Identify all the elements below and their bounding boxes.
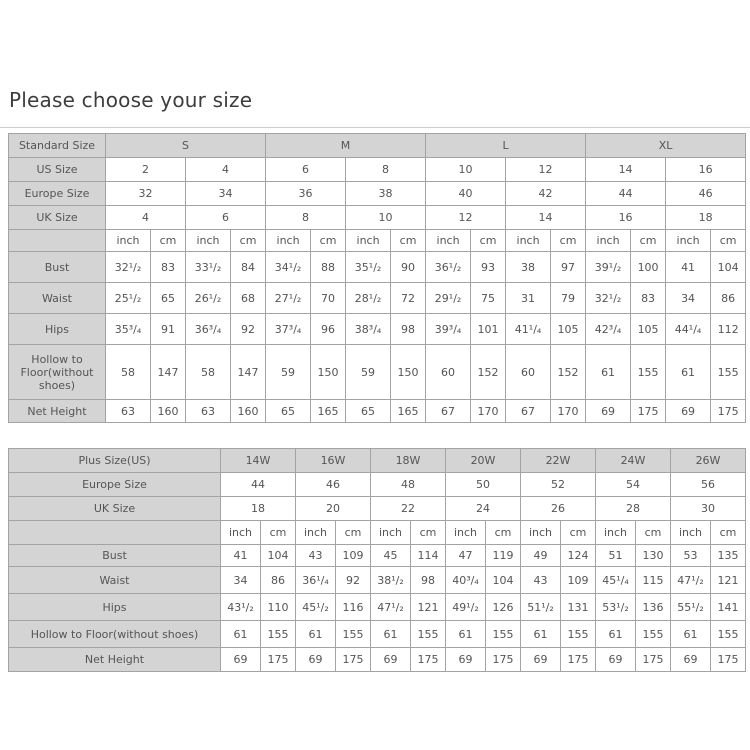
measure-value-cell: 97 <box>551 252 586 283</box>
cm-unit-header: cm <box>551 230 586 252</box>
measure-value-cell: 141 <box>711 594 746 621</box>
row-label: Hips <box>9 594 221 621</box>
measure-value-cell: 34 <box>666 283 711 314</box>
row-label: Waist <box>9 567 221 594</box>
size-row <box>9 473 746 497</box>
measure-value-cell: 26¹/₂ <box>186 283 231 314</box>
size-value-cell: 26 <box>521 497 596 521</box>
measure-value-cell: 112 <box>711 314 746 345</box>
measure-value-cell: 84 <box>231 252 266 283</box>
measure-row <box>9 567 746 594</box>
measure-value-cell: 93 <box>471 252 506 283</box>
cm-unit-header: cm <box>231 230 266 252</box>
measure-value-cell: 35³/₄ <box>106 314 151 345</box>
measure-row <box>9 621 746 648</box>
size-value-cell: 50 <box>446 473 521 497</box>
size-row <box>9 158 746 182</box>
measure-value-cell: 115 <box>636 567 671 594</box>
inch-unit-header: inch <box>666 230 711 252</box>
measure-value-cell: 37³/₄ <box>266 314 311 345</box>
cm-unit-header: cm <box>711 521 746 545</box>
measure-value-cell: 175 <box>711 400 746 423</box>
measure-value-cell: 28¹/₂ <box>346 283 391 314</box>
measure-value-cell: 31 <box>506 283 551 314</box>
measure-value-cell: 160 <box>151 400 186 423</box>
size-value-cell: 14 <box>586 158 666 182</box>
measure-value-cell: 131 <box>561 594 596 621</box>
measure-value-cell: 49¹/₂ <box>446 594 486 621</box>
row-label: Net Height <box>9 400 106 423</box>
measure-value-cell: 51¹/₂ <box>521 594 561 621</box>
measure-value-cell: 61 <box>596 621 636 648</box>
cm-unit-header: cm <box>711 230 746 252</box>
size-value-cell: 8 <box>266 206 346 230</box>
units-row <box>9 230 746 252</box>
measure-value-cell: 61 <box>586 345 631 400</box>
measure-value-cell: 175 <box>261 648 296 672</box>
measure-value-cell: 155 <box>411 621 446 648</box>
corner-header: Plus Size(US) <box>9 449 221 473</box>
inch-unit-header: inch <box>586 230 631 252</box>
row-label: Europe Size <box>9 182 106 206</box>
measure-value-cell: 41 <box>221 545 261 567</box>
measure-value-cell: 63 <box>186 400 231 423</box>
cm-unit-header: cm <box>561 521 596 545</box>
measure-value-cell: 69 <box>371 648 411 672</box>
measure-value-cell: 55¹/₂ <box>671 594 711 621</box>
size-group-header: 24W <box>596 449 671 473</box>
horizontal-divider <box>0 127 750 128</box>
measure-value-cell: 45¹/₂ <box>296 594 336 621</box>
size-value-cell: 18 <box>221 497 296 521</box>
measure-value-cell: 83 <box>631 283 666 314</box>
measure-value-cell: 104 <box>486 567 521 594</box>
size-group-header: 22W <box>521 449 596 473</box>
size-row <box>9 206 746 230</box>
measure-value-cell: 35¹/₂ <box>346 252 391 283</box>
measure-value-cell: 65 <box>266 400 311 423</box>
size-value-cell: 38 <box>346 182 426 206</box>
measure-value-cell: 119 <box>486 545 521 567</box>
size-group-header: 20W <box>446 449 521 473</box>
measure-value-cell: 32¹/₂ <box>106 252 151 283</box>
measure-value-cell: 69 <box>521 648 561 672</box>
size-value-cell: 56 <box>671 473 746 497</box>
row-label: Net Height <box>9 648 221 672</box>
cm-unit-header: cm <box>636 521 671 545</box>
measure-value-cell: 38 <box>506 252 551 283</box>
measure-value-cell: 90 <box>391 252 426 283</box>
plus-size-table <box>8 448 746 672</box>
size-value-cell: 32 <box>106 182 186 206</box>
size-value-cell: 6 <box>186 206 266 230</box>
size-value-cell: 18 <box>666 206 746 230</box>
measure-value-cell: 51 <box>596 545 636 567</box>
measure-value-cell: 96 <box>311 314 346 345</box>
size-value-cell: 28 <box>596 497 671 521</box>
measure-value-cell: 36¹/₂ <box>426 252 471 283</box>
measure-value-cell: 121 <box>411 594 446 621</box>
measure-value-cell: 67 <box>506 400 551 423</box>
size-group-header: M <box>266 134 426 158</box>
size-row <box>9 497 746 521</box>
size-value-cell: 44 <box>586 182 666 206</box>
measure-value-cell: 155 <box>711 345 746 400</box>
measure-value-cell: 175 <box>411 648 446 672</box>
size-value-cell: 46 <box>296 473 371 497</box>
size-value-cell: 10 <box>346 206 426 230</box>
measure-value-cell: 98 <box>411 567 446 594</box>
measure-value-cell: 34¹/₂ <box>266 252 311 283</box>
measure-value-cell: 88 <box>311 252 346 283</box>
row-label: Bust <box>9 252 106 283</box>
measure-value-cell: 150 <box>391 345 426 400</box>
measure-value-cell: 155 <box>561 621 596 648</box>
row-label: Europe Size <box>9 473 221 497</box>
inch-unit-header: inch <box>596 521 636 545</box>
size-value-cell: 40 <box>426 182 506 206</box>
measure-value-cell: 47¹/₂ <box>671 567 711 594</box>
measure-value-cell: 41¹/₄ <box>506 314 551 345</box>
measure-value-cell: 100 <box>631 252 666 283</box>
measure-value-cell: 114 <box>411 545 446 567</box>
measure-value-cell: 39¹/₂ <box>586 252 631 283</box>
measure-value-cell: 59 <box>346 345 391 400</box>
measure-value-cell: 53 <box>671 545 711 567</box>
measure-value-cell: 175 <box>631 400 666 423</box>
inch-unit-header: inch <box>106 230 151 252</box>
measure-value-cell: 175 <box>336 648 371 672</box>
measure-value-cell: 175 <box>636 648 671 672</box>
size-group-header: XL <box>586 134 746 158</box>
measure-value-cell: 61 <box>371 621 411 648</box>
measure-value-cell: 67 <box>426 400 471 423</box>
size-value-cell: 48 <box>371 473 446 497</box>
size-group-header: 26W <box>671 449 746 473</box>
measure-value-cell: 104 <box>261 545 296 567</box>
measure-value-cell: 83 <box>151 252 186 283</box>
measure-value-cell: 170 <box>471 400 506 423</box>
size-value-cell: 54 <box>596 473 671 497</box>
measure-value-cell: 126 <box>486 594 521 621</box>
size-value-cell: 14 <box>506 206 586 230</box>
measure-value-cell: 36³/₄ <box>186 314 231 345</box>
measure-row <box>9 648 746 672</box>
size-group-header: 16W <box>296 449 371 473</box>
measure-value-cell: 121 <box>711 567 746 594</box>
measure-value-cell: 60 <box>426 345 471 400</box>
size-value-cell: 6 <box>266 158 346 182</box>
size-group-header: S <box>106 134 266 158</box>
measure-value-cell: 43¹/₂ <box>221 594 261 621</box>
size-value-cell: 52 <box>521 473 596 497</box>
measure-value-cell: 116 <box>336 594 371 621</box>
measure-value-cell: 175 <box>711 648 746 672</box>
measure-value-cell: 45 <box>371 545 411 567</box>
measure-value-cell: 60 <box>506 345 551 400</box>
measure-value-cell: 70 <box>311 283 346 314</box>
measure-value-cell: 58 <box>186 345 231 400</box>
measure-value-cell: 135 <box>711 545 746 567</box>
measure-value-cell: 69 <box>296 648 336 672</box>
measure-value-cell: 79 <box>551 283 586 314</box>
inch-unit-header: inch <box>426 230 471 252</box>
size-value-cell: 16 <box>666 158 746 182</box>
cm-unit-header: cm <box>311 230 346 252</box>
size-group-header: L <box>426 134 586 158</box>
measure-row <box>9 345 746 400</box>
measure-value-cell: 165 <box>391 400 426 423</box>
measure-value-cell: 124 <box>561 545 596 567</box>
size-value-cell: 46 <box>666 182 746 206</box>
measure-value-cell: 86 <box>261 567 296 594</box>
measure-value-cell: 43 <box>521 567 561 594</box>
measure-value-cell: 150 <box>311 345 346 400</box>
inch-unit-header: inch <box>521 521 561 545</box>
size-value-cell: 4 <box>186 158 266 182</box>
measure-value-cell: 92 <box>231 314 266 345</box>
inch-unit-header: inch <box>186 230 231 252</box>
measure-value-cell: 47¹/₂ <box>371 594 411 621</box>
size-value-cell: 44 <box>221 473 296 497</box>
measure-value-cell: 110 <box>261 594 296 621</box>
measure-value-cell: 59 <box>266 345 311 400</box>
measure-value-cell: 61 <box>446 621 486 648</box>
measure-value-cell: 160 <box>231 400 266 423</box>
measure-value-cell: 38³/₄ <box>346 314 391 345</box>
measure-value-cell: 69 <box>596 648 636 672</box>
measure-value-cell: 69 <box>671 648 711 672</box>
measure-value-cell: 49 <box>521 545 561 567</box>
cm-unit-header: cm <box>391 230 426 252</box>
measure-value-cell: 155 <box>631 345 666 400</box>
measure-value-cell: 101 <box>471 314 506 345</box>
measure-value-cell: 41 <box>666 252 711 283</box>
measure-value-cell: 44¹/₄ <box>666 314 711 345</box>
measure-value-cell: 152 <box>471 345 506 400</box>
measure-value-cell: 175 <box>561 648 596 672</box>
row-label: Hollow to Floor(without shoes) <box>9 345 106 400</box>
size-value-cell: 2 <box>106 158 186 182</box>
measure-value-cell: 109 <box>336 545 371 567</box>
size-value-cell: 4 <box>106 206 186 230</box>
measure-value-cell: 105 <box>551 314 586 345</box>
units-row <box>9 521 746 545</box>
measure-value-cell: 69 <box>666 400 711 423</box>
size-value-cell: 36 <box>266 182 346 206</box>
cm-unit-header: cm <box>151 230 186 252</box>
measure-value-cell: 155 <box>486 621 521 648</box>
measure-value-cell: 36¹/₄ <box>296 567 336 594</box>
measure-value-cell: 152 <box>551 345 586 400</box>
row-label: UK Size <box>9 497 221 521</box>
row-label: Hips <box>9 314 106 345</box>
size-value-cell: 8 <box>346 158 426 182</box>
measure-value-cell: 147 <box>151 345 186 400</box>
size-value-cell: 20 <box>296 497 371 521</box>
inch-unit-header: inch <box>671 521 711 545</box>
measure-row <box>9 545 746 567</box>
measure-value-cell: 72 <box>391 283 426 314</box>
size-group-header-row <box>9 134 746 158</box>
measure-value-cell: 53¹/₂ <box>596 594 636 621</box>
cm-unit-header: cm <box>471 230 506 252</box>
measure-row <box>9 594 746 621</box>
measure-value-cell: 38¹/₂ <box>371 567 411 594</box>
size-group-header: 14W <box>221 449 296 473</box>
row-label: UK Size <box>9 206 106 230</box>
measure-value-cell: 29¹/₂ <box>426 283 471 314</box>
row-label: Waist <box>9 283 106 314</box>
measure-value-cell: 155 <box>336 621 371 648</box>
measure-value-cell: 61 <box>671 621 711 648</box>
size-value-cell: 24 <box>446 497 521 521</box>
measure-value-cell: 39³/₄ <box>426 314 471 345</box>
inch-unit-header: inch <box>506 230 551 252</box>
measure-value-cell: 43 <box>296 545 336 567</box>
measure-value-cell: 69 <box>586 400 631 423</box>
standard-size-table <box>8 133 746 423</box>
measure-value-cell: 170 <box>551 400 586 423</box>
measure-value-cell: 75 <box>471 283 506 314</box>
measure-value-cell: 40³/₄ <box>446 567 486 594</box>
cm-unit-header: cm <box>336 521 371 545</box>
measure-value-cell: 25¹/₂ <box>106 283 151 314</box>
measure-value-cell: 155 <box>636 621 671 648</box>
measure-value-cell: 32¹/₂ <box>586 283 631 314</box>
row-label: Bust <box>9 545 221 567</box>
measure-value-cell: 33¹/₂ <box>186 252 231 283</box>
measure-value-cell: 69 <box>446 648 486 672</box>
measure-row <box>9 283 746 314</box>
measure-value-cell: 34 <box>221 567 261 594</box>
measure-value-cell: 147 <box>231 345 266 400</box>
measure-value-cell: 65 <box>346 400 391 423</box>
measure-value-cell: 61 <box>296 621 336 648</box>
measure-value-cell: 92 <box>336 567 371 594</box>
measure-value-cell: 69 <box>221 648 261 672</box>
cm-unit-header: cm <box>631 230 666 252</box>
measure-value-cell: 155 <box>261 621 296 648</box>
measure-value-cell: 86 <box>711 283 746 314</box>
page-title: Please choose your size <box>9 88 253 112</box>
size-value-cell: 12 <box>426 206 506 230</box>
size-value-cell: 30 <box>671 497 746 521</box>
size-value-cell: 10 <box>426 158 506 182</box>
inch-unit-header: inch <box>446 521 486 545</box>
inch-unit-header: inch <box>346 230 391 252</box>
inch-unit-header: inch <box>221 521 261 545</box>
measure-value-cell: 155 <box>711 621 746 648</box>
units-row-spacer <box>9 230 106 252</box>
measure-value-cell: 45¹/₄ <box>596 567 636 594</box>
measure-value-cell: 136 <box>636 594 671 621</box>
size-value-cell: 42 <box>506 182 586 206</box>
measure-value-cell: 165 <box>311 400 346 423</box>
inch-unit-header: inch <box>266 230 311 252</box>
measure-value-cell: 42³/₄ <box>586 314 631 345</box>
measure-value-cell: 27¹/₂ <box>266 283 311 314</box>
size-value-cell: 34 <box>186 182 266 206</box>
measure-value-cell: 47 <box>446 545 486 567</box>
measure-value-cell: 61 <box>521 621 561 648</box>
size-group-header: 18W <box>371 449 446 473</box>
measure-value-cell: 63 <box>106 400 151 423</box>
measure-value-cell: 58 <box>106 345 151 400</box>
measure-value-cell: 105 <box>631 314 666 345</box>
measure-value-cell: 109 <box>561 567 596 594</box>
corner-header: Standard Size <box>9 134 106 158</box>
measure-value-cell: 61 <box>666 345 711 400</box>
cm-unit-header: cm <box>261 521 296 545</box>
size-row <box>9 182 746 206</box>
measure-value-cell: 68 <box>231 283 266 314</box>
measure-row <box>9 252 746 283</box>
measure-row <box>9 314 746 345</box>
measure-value-cell: 98 <box>391 314 426 345</box>
row-label: US Size <box>9 158 106 182</box>
size-group-header-row <box>9 449 746 473</box>
size-value-cell: 22 <box>371 497 446 521</box>
row-label: Hollow to Floor(without shoes) <box>9 621 221 648</box>
units-row-spacer <box>9 521 221 545</box>
measure-value-cell: 91 <box>151 314 186 345</box>
measure-value-cell: 130 <box>636 545 671 567</box>
size-value-cell: 16 <box>586 206 666 230</box>
measure-row <box>9 400 746 423</box>
measure-value-cell: 104 <box>711 252 746 283</box>
measure-value-cell: 61 <box>221 621 261 648</box>
size-value-cell: 12 <box>506 158 586 182</box>
cm-unit-header: cm <box>411 521 446 545</box>
measure-value-cell: 175 <box>486 648 521 672</box>
inch-unit-header: inch <box>296 521 336 545</box>
cm-unit-header: cm <box>486 521 521 545</box>
inch-unit-header: inch <box>371 521 411 545</box>
measure-value-cell: 65 <box>151 283 186 314</box>
